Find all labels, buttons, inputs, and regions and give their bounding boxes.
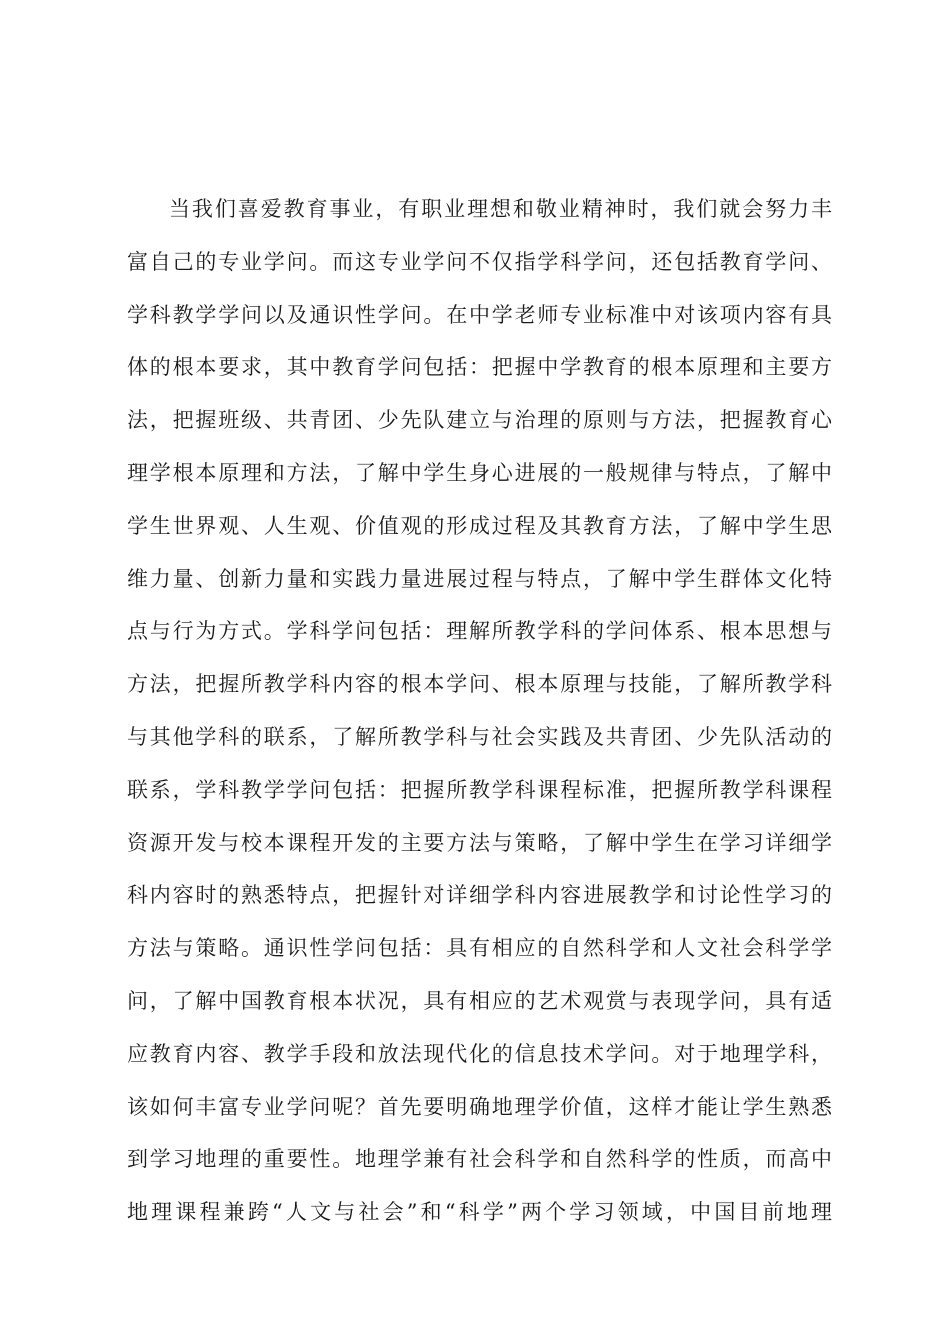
text-line: 理学根本原理和方法，了解中学生身心进展的一般规律与特点，了解中	[127, 460, 832, 485]
text-line: 到学习地理的重要性。地理学兼有社会科学和自然科学的性质，而高中	[127, 1147, 832, 1172]
text-line: 方法，把握所教学科内容的根本学问、根本原理与技能，了解所教学科	[127, 672, 832, 697]
text-line: 维力量、创新力量和实践力量进展过程与特点，了解中学生群体文化特	[127, 566, 832, 591]
body-paragraph	[127, 183, 832, 1239]
text-line: 与其他学科的联系，了解所教学科与社会实践及共青团、少先队活动的	[127, 724, 832, 749]
text-line: 体的根本要求，其中教育学问包括：把握中学教育的根本原理和主要方	[127, 355, 832, 380]
text-line: 应教育内容、教学手段和放法现代化的信息技术学问。对于地理学科，	[127, 1041, 832, 1066]
text-line: 地理课程兼跨“人文与社会”和“科学”两个学习领域，中国目前地理	[127, 1200, 832, 1225]
text-line: 问，了解中国教育根本状况，具有相应的艺术观赏与表现学问，具有适	[127, 988, 832, 1013]
text-line: 当我们喜爱教育事业，有职业理想和敬业精神时，我们就会努力丰	[169, 197, 832, 221]
text-line: 点与行为方式。学科学问包括：理解所教学科的学问体系、根本思想与	[127, 619, 832, 644]
text-line: 科内容时的熟悉特点，把握针对详细学科内容进展教学和讨论性学习的	[127, 883, 832, 908]
text-line: 学生世界观、人生观、价值观的形成过程及其教育方法，了解中学生思	[127, 513, 832, 538]
text-line: 法，把握班级、共青团、少先队建立与治理的原则与方法，把握教育心	[127, 408, 832, 433]
text-line: 联系，学科教学学问包括：把握所教学科课程标准，把握所教学科课程	[127, 777, 832, 802]
text-line: 富自己的专业学问。而这专业学问不仅指学科学问，还包括教育学问、	[127, 249, 832, 274]
text-line: 资源开发与校本课程开发的主要方法与策略，了解中学生在学习详细学	[127, 830, 832, 855]
text-line: 方法与策略。通识性学问包括：具有相应的自然科学和人文社会科学学	[127, 936, 832, 961]
text-line: 学科教学学问以及通识性学问。在中学老师专业标准中对该项内容有具	[127, 302, 832, 327]
text-line: 该如何丰富专业学问呢？首先要明确地理学价值，这样才能让学生熟悉	[127, 1094, 832, 1119]
